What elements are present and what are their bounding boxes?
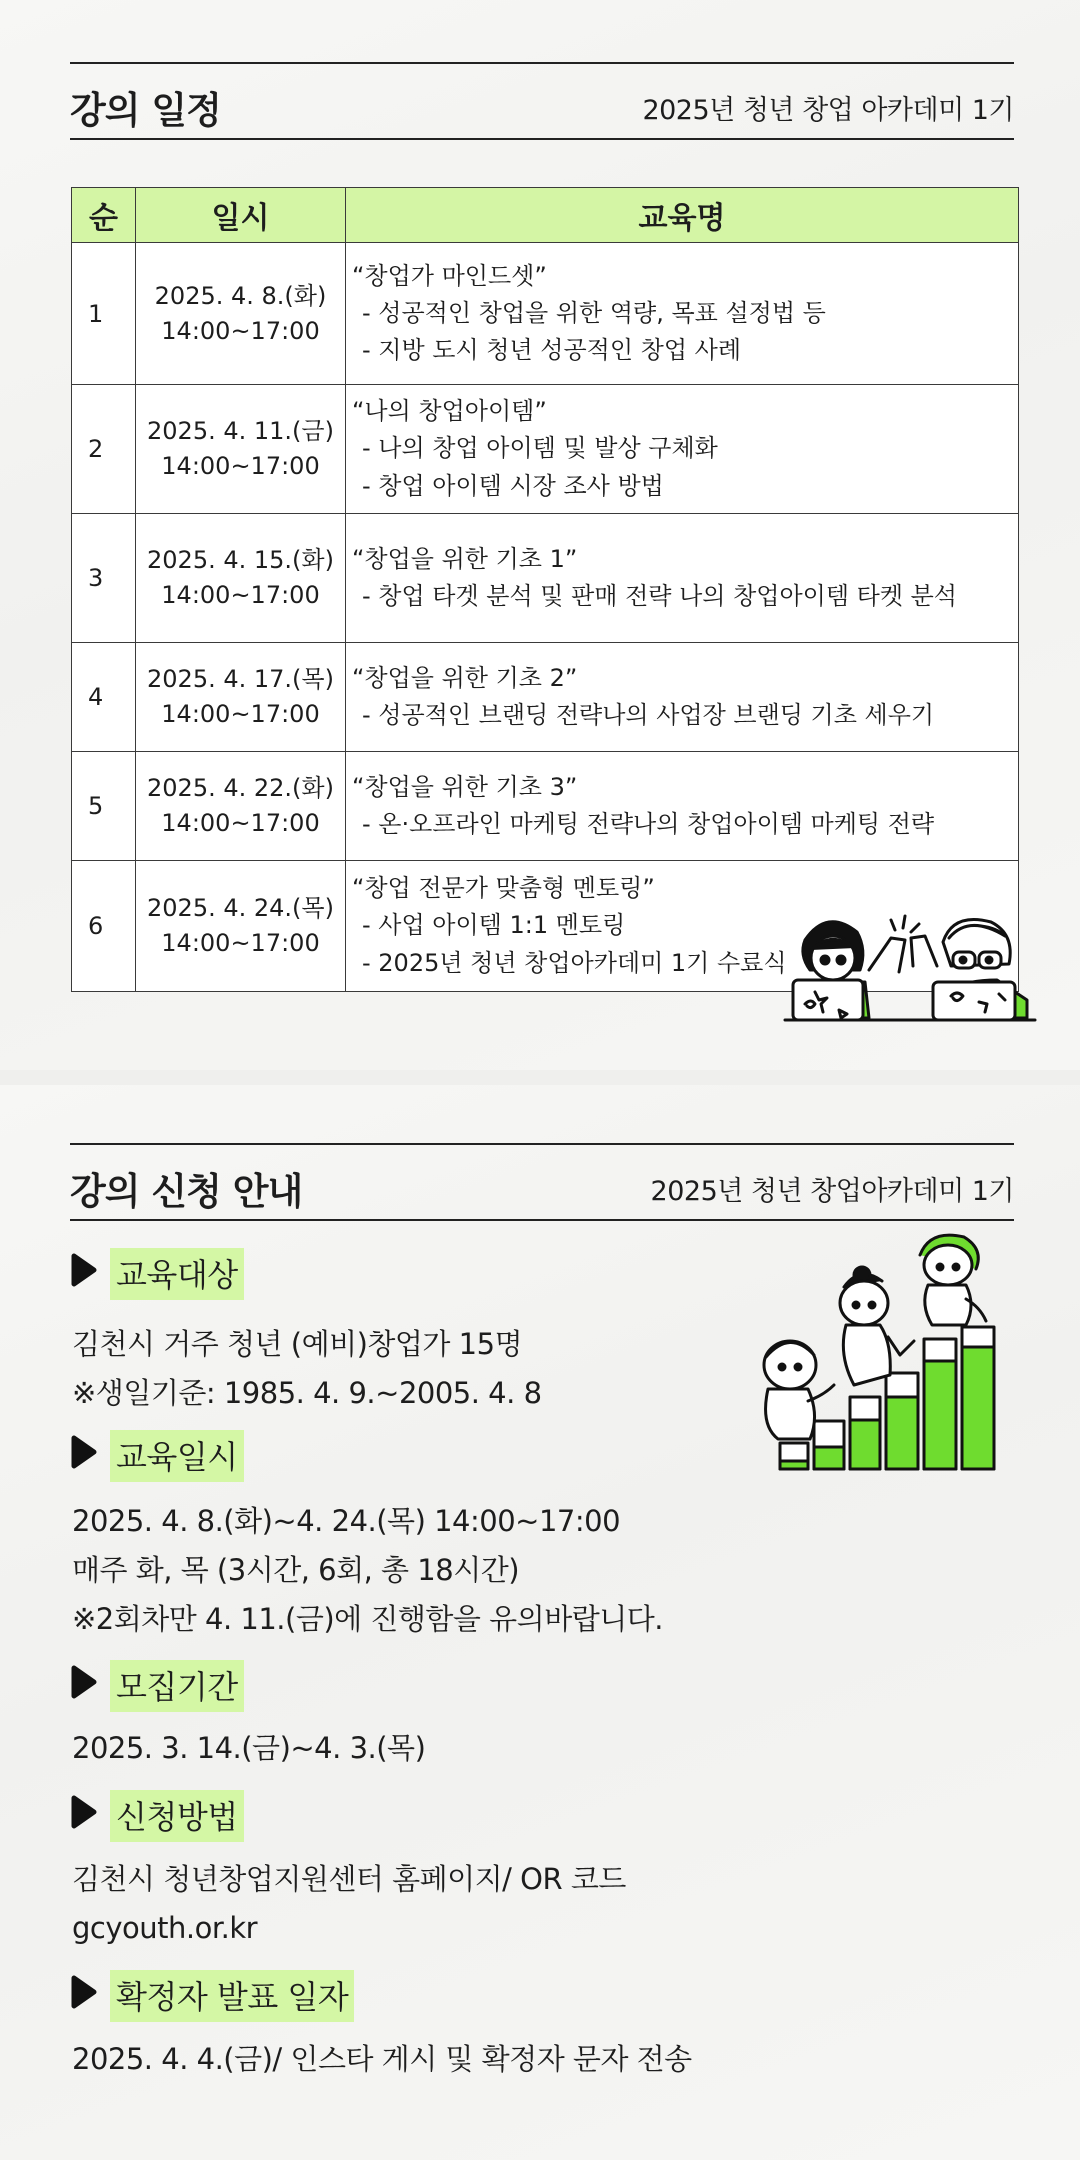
header-no: 순 [72,188,136,243]
row-date-time: 14:00~17:00 [161,929,320,957]
table-row [72,243,1019,385]
row-bullet: - 성공적인 창업을 위한 역량, 목표 설정법 등 [362,298,826,327]
target-line: ※생일기준: 1985. 4. 9.~2005. 4. 8 [72,1376,542,1410]
chevron-right-icon [70,1252,100,1288]
row-title [346,243,1019,385]
table-row [72,514,1019,643]
row-date [136,861,346,992]
row-no: 3 [72,514,136,643]
period-line: ※2회차만 4. 11.(금)에 진행함을 유의바랍니다. [72,1602,663,1636]
announce-label: 확정자 발표 일자 [110,1970,354,2022]
period-label: 교육일시 [110,1430,244,1482]
row-date-time: 14:00~17:00 [161,581,320,609]
row-bullet: - 성공적인 브랜딩 전략나의 사업장 브랜딩 기초 세우기 [362,701,935,729]
schedule-header [70,62,1014,140]
row-title-text: “창업 전문가 맞춤형 멘토링” [352,874,655,903]
mentors-high-five-illustration [765,900,1045,1025]
row-date-time: 14:00~17:00 [161,316,320,345]
row-title-text: “나의 창업아이템” [352,397,547,426]
row-title-text: “창업을 위한 기초 2” [352,663,578,692]
row-date [136,243,346,385]
header-date: 일시 [136,188,346,243]
method-line: gcyouth.or.kr [72,1911,258,1945]
row-date-day: 2025. 4. 11.(금) [147,417,334,446]
row-title-text: “창업을 위한 기초 3” [352,772,578,801]
table-header-row [72,188,1019,243]
target-text [72,1320,542,1418]
table-row [72,643,1019,752]
row-bullet: - 지방 도시 청년 성공적인 창업 사례 [362,336,742,365]
schedule-panel [0,0,1080,1070]
row-date [136,752,346,861]
row-bullet: - 나의 창업 아이템 및 발상 구체화 [362,434,718,463]
row-title-text: “창업을 위한 기초 1” [352,544,578,573]
method-text [72,1855,626,1953]
row-bullet: - 온·오프라인 마케팅 전략나의 창업아이템 마케팅 전략 [362,810,935,838]
chevron-right-icon [70,1974,100,2010]
recruit-text [72,1724,425,1773]
target-line: 김천시 거주 청년 (예비)창업가 15명 [72,1327,523,1361]
schedule-title: 강의 일정 [70,89,221,132]
row-date [136,643,346,752]
chevron-right-icon [70,1664,100,1700]
row-title-text: “창업가 마인드셋” [352,261,547,290]
period-text [72,1497,663,1644]
chevron-right-icon [70,1794,100,1830]
method-label: 신청방법 [110,1790,244,1842]
row-date-time: 14:00~17:00 [161,452,320,480]
application-header [70,1143,1014,1221]
row-title [346,752,1019,861]
row-date-time: 14:00~17:00 [161,809,320,837]
row-date-time: 14:00~17:00 [161,700,320,728]
row-bullet: - 창업 타겟 분석 및 판매 전략 나의 창업아이템 타켓 분석 [362,582,957,610]
row-bullet: - 창업 아이템 시장 조사 방법 [362,471,664,500]
row-date [136,514,346,643]
chevron-right-icon [70,1434,100,1470]
row-bullet: - 사업 아이템 1:1 멘토링 [362,911,626,940]
growth-bars-illustration [750,1225,1020,1475]
row-date-day: 2025. 4. 17.(목) [147,665,334,694]
recruit-line: 2025. 3. 14.(금)~4. 3.(목) [72,1731,426,1765]
row-no: 5 [72,752,136,861]
row-title [346,385,1019,514]
row-date [136,385,346,514]
table-row [72,752,1019,861]
application-subtitle: 2025년 청년 창업아카데미 1기 [650,1176,1014,1207]
row-title [346,514,1019,643]
row-title [346,643,1019,752]
period-line: 2025. 4. 8.(화)~4. 24.(목) 14:00~17:00 [72,1504,621,1538]
period-line: 매주 화, 목 (3시간, 6회, 총 18시간) [72,1553,520,1587]
row-date-day: 2025. 4. 22.(화) [147,774,334,803]
schedule-subtitle: 2025년 청년 창업 아카데미 1기 [642,95,1014,126]
row-date-day: 2025. 4. 24.(목) [147,894,334,923]
row-no: 4 [72,643,136,752]
header-title: 교육명 [346,188,1019,243]
schedule-table [71,187,1019,992]
recruit-label: 모집기간 [110,1660,244,1712]
method-line: 김천시 청년창업지원센터 홈페이지/ OR 코드 [72,1862,626,1896]
row-no: 2 [72,385,136,514]
table-row [72,385,1019,514]
row-date-day: 2025. 4. 15.(화) [147,546,334,575]
row-no: 6 [72,861,136,992]
row-no: 1 [72,243,136,385]
row-date-day: 2025. 4. 8.(화) [154,281,327,310]
target-label: 교육대상 [110,1248,244,1300]
application-title: 강의 신청 안내 [70,1170,303,1213]
announce-text [72,2035,692,2084]
announce-line: 2025. 4. 4.(금)/ 인스타 게시 및 확정자 문자 전송 [72,2042,692,2076]
row-bullet: - 2025년 청년 창업아카데미 1기 수료식 [362,948,787,977]
